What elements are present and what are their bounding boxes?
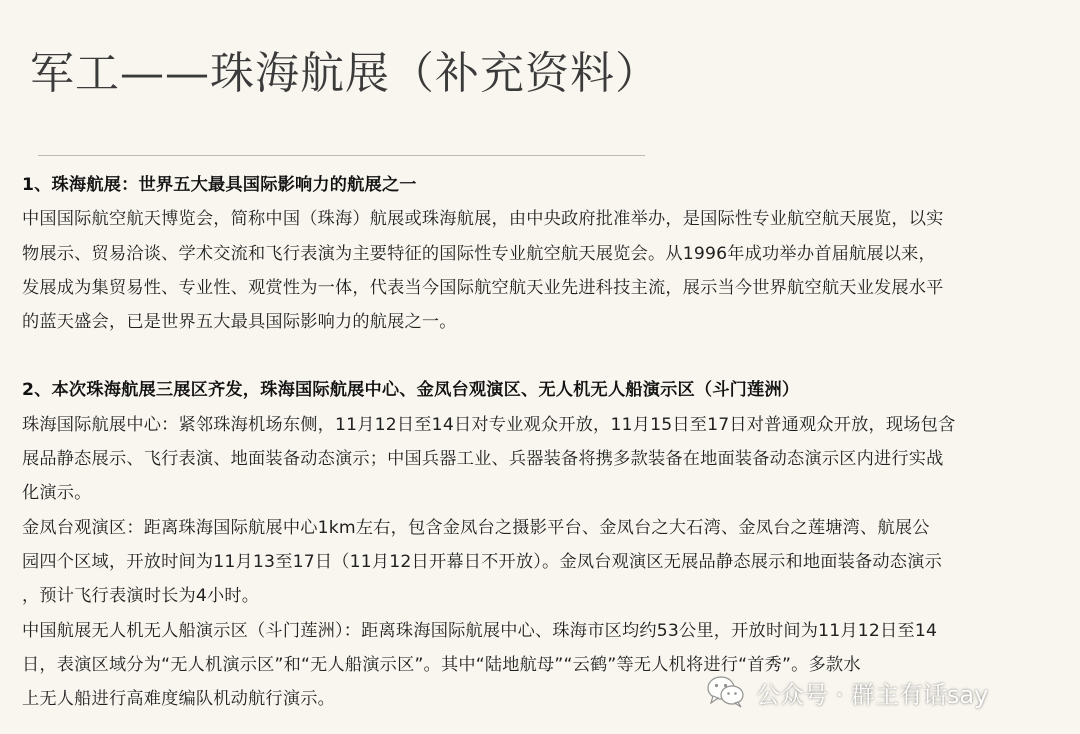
section-2-line: 展品静态展示、飞行表演、地面装备动态演示；中国兵器工业、兵器装备将携多款装备在地面装备动态演示区内进行实战 xyxy=(22,449,944,470)
section-2-heading: 2、本次珠海航展三展区齐发，珠海国际航展中心、金凤台观演区、无人机无人船演示区（斗门莲洲） xyxy=(22,380,800,401)
title-divider xyxy=(38,155,645,156)
section-spacer xyxy=(22,339,1052,373)
document-body xyxy=(22,168,1052,716)
page-title: 军工——珠海航展（补充资料） xyxy=(30,48,660,99)
section-2-line: 园四个区域，开放时间为11月13至17日（11月12日开幕日不开放）。金凤台观演区无展品静态展示和地面装备动态演示 xyxy=(22,551,942,572)
section-2-line: 化演示。 xyxy=(22,483,92,504)
section-2 xyxy=(22,373,1052,716)
wechat-icon xyxy=(706,674,746,710)
section-2-line: ，预计飞行表演时长为4小时。 xyxy=(22,586,260,607)
section-1-line: 物展示、贸易洽谈、学术交流和飞行表演为主要特征的国际性专业航空航天展览会。从1996年成功举办首届航展以来， xyxy=(22,243,936,264)
section-1 xyxy=(22,168,1052,339)
section-1-line: 的蓝天盛会，已是世界五大最具国际影响力的航展之一。 xyxy=(22,312,457,333)
section-2-line: 金凤台观演区：距离珠海国际航展中心1km左右，包含金凤台之摄影平台、金凤台之大石湾、金凤台之莲塘湾、航展公 xyxy=(22,517,930,538)
section-2-line: 上无人船进行高难度编队机动航行演示。 xyxy=(22,689,335,710)
section-2-line: 珠海国际航展中心：紧邻珠海机场东侧，11月12日至14日对专业观众开放，11月15日至17日对普通观众开放，现场包含 xyxy=(22,414,956,435)
section-1-heading: 1、珠海航展：世界五大最具国际影响力的航展之一 xyxy=(22,175,417,195)
watermark-text: 公众号 · 群主有话say xyxy=(756,680,989,709)
watermark xyxy=(706,672,988,712)
section-1-line: 发展成为集贸易性、专业性、观赏性为一体，代表当今国际航空航天业先进科技主流，展示当今世界航空航天业发展水平 xyxy=(22,277,944,298)
section-1-line: 中国国际航空航天博览会，简称中国（珠海）航展或珠海航展，由中央政府批准举办，是国际性专业航空航天展览，以实 xyxy=(22,209,944,230)
section-2-line: 中国航展无人机无人船演示区（斗门莲洲）：距离珠海国际航展中心、珠海市区均约53公里，开放时间为11月12日至14 xyxy=(22,620,938,641)
section-2-line: 日，表演区域分为“无人机演示区”和“无人船演示区”。其中“陆地航母”“云鹤”等无人机将进行“首秀”。多款水 xyxy=(22,654,861,675)
